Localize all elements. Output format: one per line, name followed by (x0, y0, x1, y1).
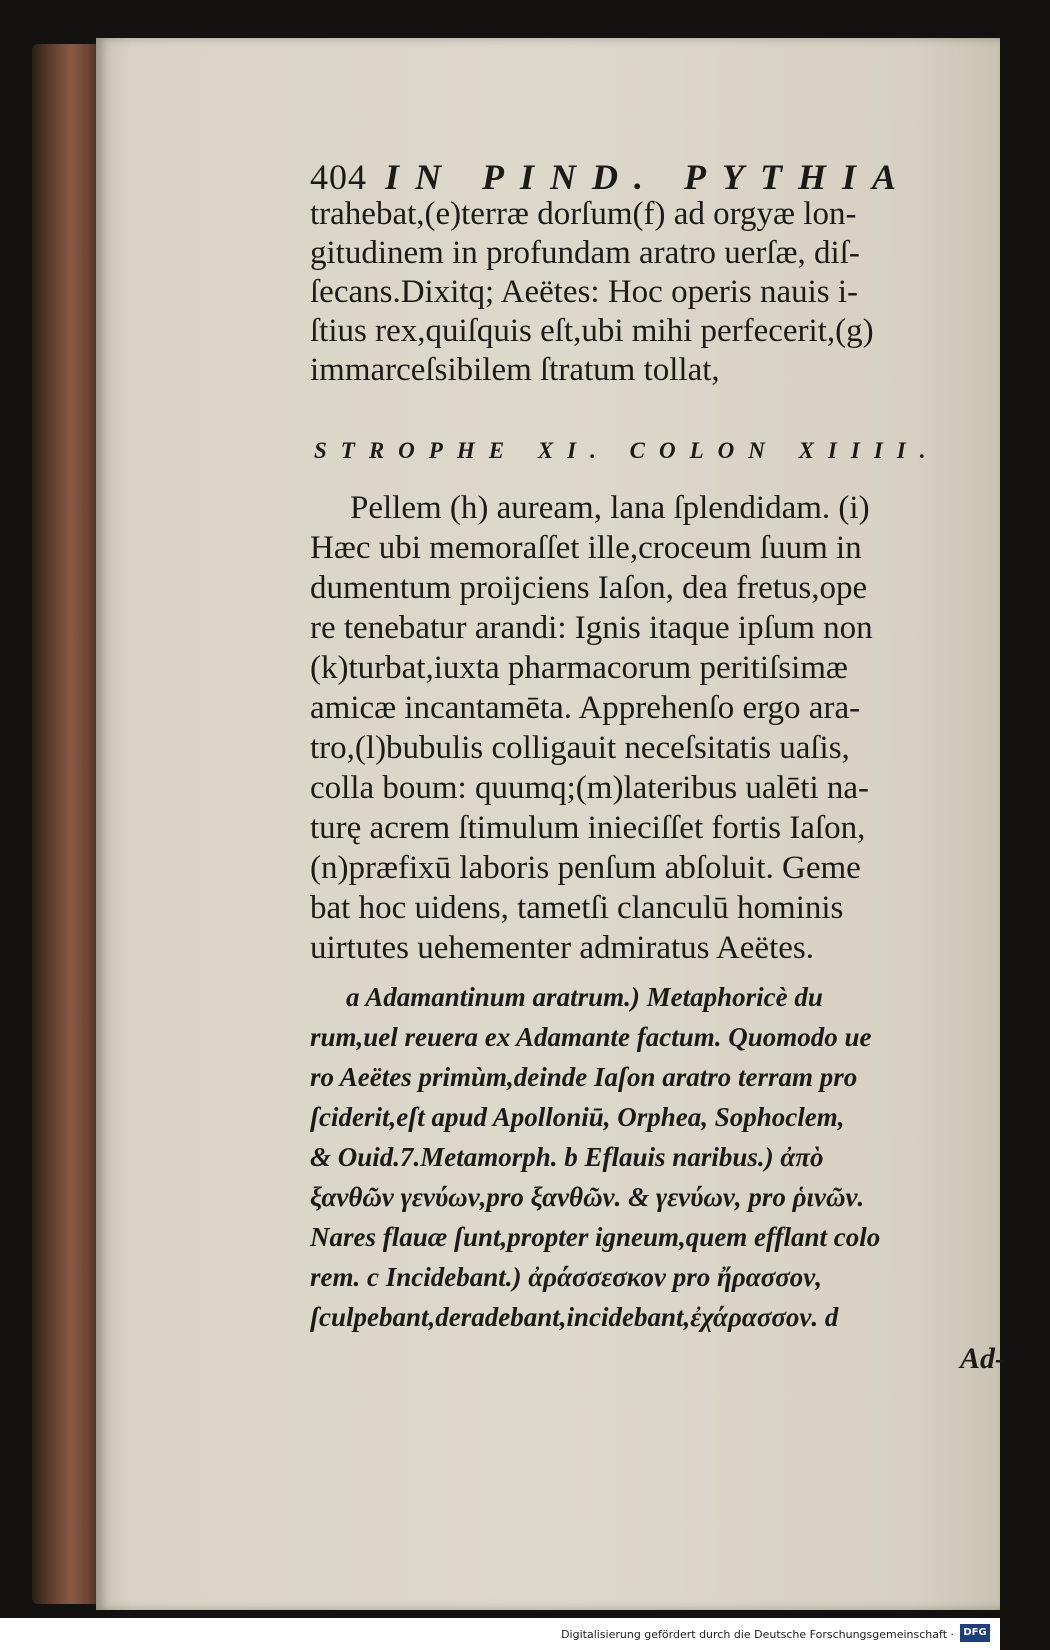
body-line: amicæ incantamēta. Apprehenſo ergo ara- (310, 690, 861, 726)
body-line: Pellem (h) auream, lana ſplendidam. (i) (350, 490, 870, 526)
note-line: ξανθῶν γενύων,pro ξανθῶν. & γενύων, pro ῥινῶν. (310, 1182, 865, 1212)
body-line: bat hoc uidens, tametſi clanculū hominis (310, 890, 844, 926)
footer-bar (0, 1618, 1000, 1650)
footer-credit: Digitalisierung gefördert durch die Deutsche Forschungsgemeinschaft · (561, 1628, 954, 1641)
catchword: Ad- (960, 1342, 1005, 1375)
body-line: immarceſsibilem ſtratum tollat, (310, 352, 720, 388)
running-title: IN PIND. PYTHIA (385, 157, 912, 197)
book-spine-edge (32, 44, 102, 1604)
book-page (96, 38, 1005, 1610)
body-line: Hæc ubi memoraſſet ille,croceum ſuum in (310, 530, 862, 566)
body-line: re tenebatur arandi: Ignis itaque ipſum non (310, 610, 873, 646)
body-line: ſecans.Dixitq; Aeëtes: Hoc operis nauis i- (310, 274, 859, 310)
note-line: & Ouid.7.Metamorph. b Eflauis naribus.) ἀπὸ (310, 1142, 824, 1172)
body-line: dumentum proijciens Iaſon, dea fretus,ope (310, 570, 868, 606)
body-line: turę acrem ſtimulum inieciſſet fortis Iaſon, (310, 810, 866, 846)
note-line: ſciderit,eſt apud Apolloniū, Orphea, Sophoclem, (310, 1102, 845, 1132)
body-line: ſtius rex,quiſquis eſt,ubi mihi perfecerit,(g) (310, 313, 874, 349)
note-line: Nares flauæ ſunt,propter igneum,quem efflant colo (310, 1222, 881, 1252)
note-line: ro Aeëtes primùm,deinde Iaſon aratro terram pro (310, 1062, 858, 1092)
note-line: rem. c Incidebant.) ἀράσσεσκον pro ἤρασσον, (310, 1262, 823, 1292)
running-header (310, 156, 912, 198)
body-line: trahebat,(e)terræ dorſum(f) ad orgyæ lon- (310, 196, 857, 232)
note-line: ſculpebant,deradebant,incidebant,ἐχάρασσον. d (310, 1302, 839, 1332)
body-line: (k)turbat,iuxta pharmacorum peritiſsimæ (310, 650, 848, 686)
body-line: tro,(l)bubulis colligauit neceſsitatis uaſis, (310, 730, 850, 766)
body-line: gitudinem in profundam aratro uerſæ, diſ- (310, 235, 860, 271)
body-line: uirtutes uehementer admiratus Aeëtes. (310, 930, 814, 966)
page-number: 404 (310, 157, 367, 197)
body-line: (n)præfixū laboris penſum abſoluit. Geme (310, 850, 861, 886)
body-line: colla boum: quumq;(m)lateribus ualēti na- (310, 770, 870, 806)
note-line: rum,uel reuera ex Adamante factum. Quomodo ue (310, 1022, 872, 1052)
section-heading: STROPHE XI. COLON XIIII. (314, 438, 940, 463)
dfg-logo: DFG (960, 1624, 990, 1642)
note-line: a Adamantinum aratrum.) Metaphoricè du (346, 982, 823, 1012)
